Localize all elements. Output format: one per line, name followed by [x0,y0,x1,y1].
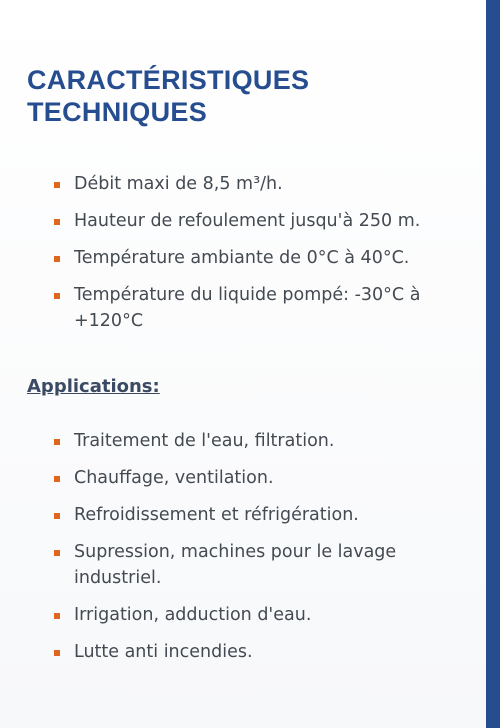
spec-item [54,245,454,271]
spec-item-text: Hauteur de refoulement jusqu'à 250 m. [74,211,421,231]
application-item-text: Traitement de l'eau, filtration. [74,431,335,451]
spec-item [54,208,454,234]
spec-item-text: Température du liquide pompé: -30°C à +120°C [74,285,421,331]
square-bullet-icon [54,613,60,619]
spec-item [54,171,454,197]
application-item [54,639,454,665]
square-bullet-icon [54,550,60,556]
spec-item [54,282,454,334]
square-bullet-icon [54,513,60,519]
square-bullet-icon [54,476,60,482]
square-bullet-icon [54,256,60,262]
square-bullet-icon [54,439,60,445]
application-item-text: Irrigation, adduction d'eau. [74,605,312,625]
application-item-text: Refroidissement et réfrigération. [74,505,359,525]
application-item [54,539,454,591]
section-title-line2: TECHNIQUES [27,97,208,127]
square-bullet-icon [54,293,60,299]
application-item-text: Chauffage, ventilation. [74,468,274,488]
application-item [54,502,454,528]
spec-item-text: Débit maxi de 8,5 m³/h. [74,174,283,194]
application-item [54,602,454,628]
application-item-text: Lutte anti incendies. [74,642,253,662]
right-accent-bar [486,0,500,728]
applications-list [54,428,454,676]
applications-heading: Applications: [27,376,160,397]
section-title [27,64,467,128]
square-bullet-icon [54,650,60,656]
square-bullet-icon [54,182,60,188]
specs-list [54,171,454,345]
application-item-text: Supression, machines pour le lavage industriel. [74,542,397,588]
application-item [54,428,454,454]
section-title-line1: CARACTÉRISTIQUES [27,65,310,95]
application-item [54,465,454,491]
square-bullet-icon [54,219,60,225]
spec-item-text: Température ambiante de 0°C à 40°C. [74,248,410,268]
